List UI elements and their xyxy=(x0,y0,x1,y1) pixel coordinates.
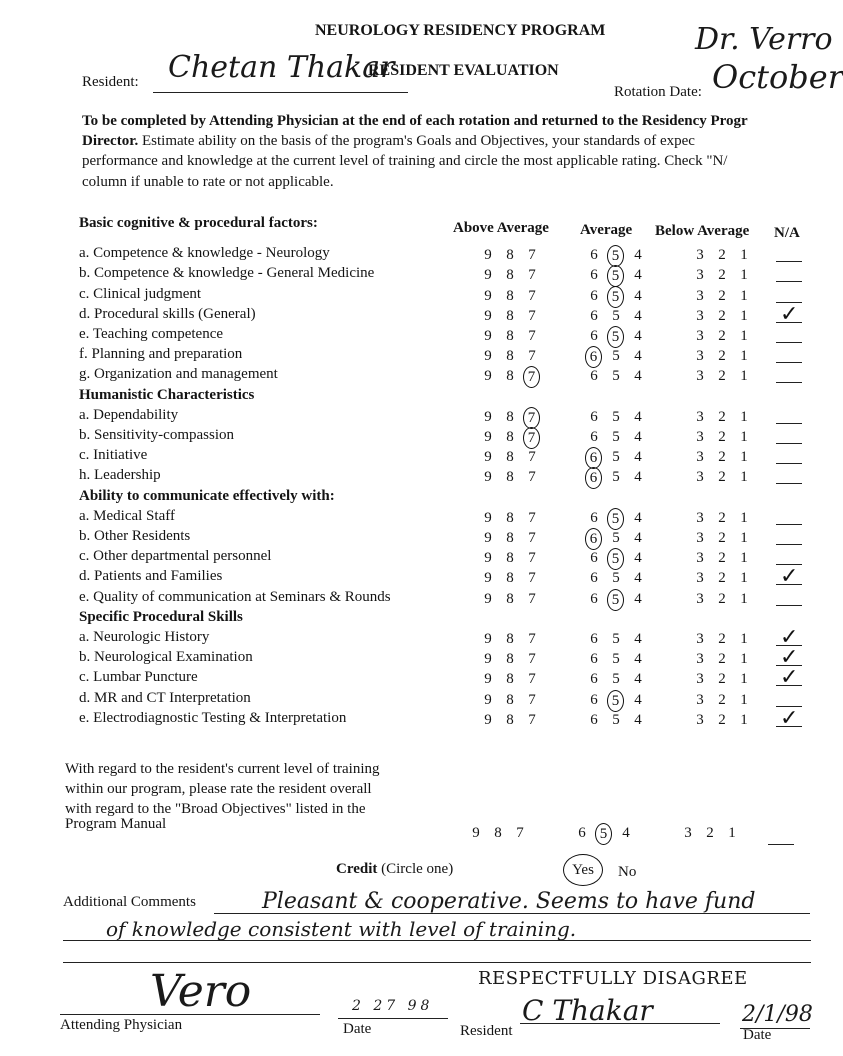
rating-option-2[interactable]: 2 xyxy=(718,509,726,526)
rating-option-1[interactable]: 1 xyxy=(740,711,748,728)
na-blank[interactable] xyxy=(776,483,802,484)
rating-option-3[interactable]: 3 xyxy=(696,307,704,324)
rating-option-4[interactable]: 4 xyxy=(634,550,642,567)
rating-option-3[interactable]: 3 xyxy=(696,631,704,647)
rating-option-3[interactable]: 3 xyxy=(696,287,704,304)
rating-option-9[interactable]: 9 xyxy=(484,651,492,668)
rating-option-4[interactable]: 4 xyxy=(634,671,642,688)
rating-option-2[interactable]: 2 xyxy=(718,287,726,304)
rating-option-8[interactable]: 8 xyxy=(506,509,514,526)
attending-date-label: Date xyxy=(343,1021,372,1037)
rating-option-3[interactable]: 3 xyxy=(696,247,704,264)
rating-option-6[interactable]: 6 xyxy=(590,247,598,264)
rating-option-4[interactable]: 4 xyxy=(634,711,642,728)
comments-rule-2 xyxy=(63,940,811,941)
rating-option-1[interactable]: 1 xyxy=(740,408,748,425)
rating-option-8[interactable]: 8 xyxy=(506,449,514,466)
rating-option-4[interactable]: 4 xyxy=(634,590,642,607)
rating-option-3[interactable]: 3 xyxy=(696,368,704,385)
na-blank[interactable] xyxy=(776,544,802,545)
credit-label: Credit xyxy=(336,861,378,877)
resident-signature-line xyxy=(520,1023,720,1024)
rating-option-1[interactable]: 1 xyxy=(740,287,748,304)
rating-option-4[interactable]: 4 xyxy=(634,530,642,546)
rating-option-9[interactable]: 9 xyxy=(484,287,492,304)
criterion-label: e. Teaching competence xyxy=(79,326,224,342)
criterion-label: f. Planning and preparation xyxy=(79,346,243,363)
rating-option-5[interactable]: 5 xyxy=(612,429,620,445)
rating-option-6[interactable]: 6 xyxy=(590,267,598,284)
rating-option-4[interactable]: 4 xyxy=(634,307,642,324)
rating-option-7[interactable]: 7 xyxy=(528,247,536,264)
overall-text-1: With regard to the resident's current level of training xyxy=(65,761,380,777)
rating-option-7[interactable]: 7 xyxy=(528,267,536,284)
rating-option-4[interactable]: 4 xyxy=(634,368,642,385)
rating-option-5[interactable]: 5 xyxy=(612,307,620,324)
rating-option-2[interactable]: 2 xyxy=(718,348,726,365)
rating-option-7[interactable]: 7 xyxy=(523,427,540,449)
rating-option-2[interactable]: 2 xyxy=(718,590,726,607)
rating-option-2[interactable]: 2 xyxy=(718,469,726,486)
attending-signature-line xyxy=(60,1014,320,1015)
na-blank[interactable] xyxy=(776,362,802,363)
rating-option-1[interactable]: 1 xyxy=(740,651,748,668)
rating-option-1[interactable]: 1 xyxy=(740,570,748,587)
rating-option-9[interactable]: 9 xyxy=(484,267,492,284)
rating-option-8[interactable]: 8 xyxy=(506,267,514,284)
rating-option-7[interactable]: 7 xyxy=(528,449,536,466)
rating-option-9[interactable]: 9 xyxy=(484,530,492,546)
rating-option-2[interactable]: 2 xyxy=(718,691,726,708)
attending-date-field[interactable]: 2 27 98 xyxy=(352,998,434,1014)
rating-option-7[interactable]: 7 xyxy=(528,307,536,324)
rating-option-2[interactable]: 2 xyxy=(718,408,726,425)
rating-option-5[interactable]: 5 xyxy=(607,265,624,287)
rating-option-9[interactable]: 9 xyxy=(484,429,492,445)
rating-option-7[interactable]: 7 xyxy=(528,711,536,728)
rating-option-3[interactable]: 3 xyxy=(696,550,704,567)
rating-option-1[interactable]: 1 xyxy=(740,307,748,324)
rating-option-7[interactable]: 7 xyxy=(528,509,536,526)
rating-option-9[interactable]: 9 xyxy=(484,328,492,344)
na-blank[interactable] xyxy=(776,443,802,444)
rating-option-2[interactable]: 2 xyxy=(718,711,726,728)
rating-option-6[interactable]: 6 xyxy=(590,368,598,385)
overall-rating-option-3[interactable]: 3 xyxy=(684,825,692,841)
na-blank[interactable] xyxy=(776,605,802,606)
resident-signature[interactable]: C Thakar xyxy=(522,994,653,1027)
rating-option-3[interactable]: 3 xyxy=(696,449,704,466)
criterion-label: e. Quality of communication at Seminars & Rounds xyxy=(79,588,391,605)
rating-option-2[interactable]: 2 xyxy=(718,570,726,587)
rating-option-3[interactable]: 3 xyxy=(696,267,704,284)
attending-date-line xyxy=(338,1018,448,1019)
column-average: Average xyxy=(580,222,633,238)
overall-rating-option-1[interactable]: 1 xyxy=(728,825,736,841)
rating-option-9[interactable]: 9 xyxy=(484,570,492,587)
criterion-label: e. Electrodiagnostic Testing & Interpretation xyxy=(79,709,347,726)
attending-label: Attending Physician xyxy=(60,1017,183,1033)
criterion-label: c. Initiative xyxy=(79,447,148,464)
rating-option-1[interactable]: 1 xyxy=(740,328,748,344)
criterion-label: a. Medical Staff xyxy=(79,507,175,524)
rating-option-9[interactable]: 9 xyxy=(484,469,492,486)
rating-option-9[interactable]: 9 xyxy=(484,590,492,607)
rating-option-8[interactable]: 8 xyxy=(506,408,514,425)
rating-option-6[interactable]: 6 xyxy=(585,528,602,550)
rating-option-8[interactable]: 8 xyxy=(506,691,514,708)
rating-option-7[interactable]: 7 xyxy=(528,570,536,587)
overall-text-4: Program Manual xyxy=(65,816,167,832)
rating-option-4[interactable]: 4 xyxy=(634,429,642,445)
rating-option-3[interactable]: 3 xyxy=(696,509,704,526)
instructions-line3: performance and knowledge at the current level of training and circle the most applicable rating. Check "N/ xyxy=(82,153,728,169)
rating-option-9[interactable]: 9 xyxy=(484,691,492,708)
na-check-icon: ✓ xyxy=(780,564,799,590)
rating-option-3[interactable]: 3 xyxy=(696,530,704,546)
resident-date-field[interactable]: 2/1/98 xyxy=(742,1002,813,1027)
rating-option-8[interactable]: 8 xyxy=(506,469,514,486)
section-title: Humanistic Characteristics xyxy=(79,386,255,403)
rating-option-5[interactable]: 5 xyxy=(612,570,620,587)
rating-option-6[interactable]: 6 xyxy=(590,590,598,607)
rating-option-5[interactable]: 5 xyxy=(612,631,620,647)
rating-option-2[interactable]: 2 xyxy=(718,429,726,445)
attending-handwritten-name: Dr. Verro xyxy=(695,22,833,57)
rating-option-5[interactable]: 5 xyxy=(607,508,624,530)
rating-option-1[interactable]: 1 xyxy=(740,671,748,688)
rating-option-9[interactable]: 9 xyxy=(484,368,492,385)
rating-option-7[interactable]: 7 xyxy=(528,287,536,304)
rating-option-8[interactable]: 8 xyxy=(506,247,514,264)
rating-option-8[interactable]: 8 xyxy=(506,671,514,688)
rating-option-1[interactable]: 1 xyxy=(740,429,748,445)
program-title: NEUROLOGY RESIDENCY PROGRAM xyxy=(315,22,606,39)
rating-option-5[interactable]: 5 xyxy=(612,671,620,688)
resident-label: Resident: xyxy=(82,74,139,90)
na-blank[interactable] xyxy=(776,342,802,343)
overall-rating-option-7[interactable]: 7 xyxy=(516,825,524,841)
rating-option-4[interactable]: 4 xyxy=(634,469,642,486)
criterion-label: c. Lumbar Puncture xyxy=(79,669,198,686)
rating-option-6[interactable]: 6 xyxy=(590,651,598,668)
rating-option-7[interactable]: 7 xyxy=(528,469,536,486)
comments-label: Additional Comments xyxy=(63,894,196,910)
overall-rating-option-4[interactable]: 4 xyxy=(622,825,630,841)
rating-option-4[interactable]: 4 xyxy=(634,509,642,526)
na-blank[interactable] xyxy=(776,261,802,262)
rating-option-2[interactable]: 2 xyxy=(718,368,726,385)
section-title: Specific Procedural Skills xyxy=(79,608,243,625)
criterion-label: d. Patients and Families xyxy=(79,568,223,585)
criterion-label: a. Competence & knowledge - Neurology xyxy=(79,245,330,262)
rating-option-8[interactable]: 8 xyxy=(506,570,514,587)
rating-option-9[interactable]: 9 xyxy=(484,550,492,567)
rating-option-1[interactable]: 1 xyxy=(740,509,748,526)
overall-text-2: within our program, please rate the resident overall xyxy=(65,781,372,797)
na-blank[interactable] xyxy=(776,463,802,464)
rating-option-2[interactable]: 2 xyxy=(718,267,726,284)
rating-option-8[interactable]: 8 xyxy=(506,530,514,546)
overall-rating-option-2[interactable]: 2 xyxy=(706,825,714,841)
rating-option-2[interactable]: 2 xyxy=(718,328,726,344)
rating-option-7[interactable]: 7 xyxy=(523,407,540,429)
na-check-icon: ✓ xyxy=(780,645,799,671)
credit-row xyxy=(336,861,453,878)
rating-option-4[interactable]: 4 xyxy=(634,449,642,466)
rating-option-3[interactable]: 3 xyxy=(696,408,704,425)
resident-date-label: Date xyxy=(743,1027,772,1043)
rating-option-5[interactable]: 5 xyxy=(612,408,620,425)
credit-no-option[interactable]: No xyxy=(618,864,637,880)
criterion-label: b. Competence & knowledge - General Medicine xyxy=(79,265,375,282)
column-na: N/A xyxy=(774,225,800,241)
rating-option-6[interactable]: 6 xyxy=(590,429,598,445)
rating-option-7[interactable]: 7 xyxy=(528,550,536,567)
rating-option-8[interactable]: 8 xyxy=(506,631,514,647)
column-above-average: Above Average xyxy=(453,220,549,236)
rating-option-4[interactable]: 4 xyxy=(634,267,642,284)
rating-option-5[interactable]: 5 xyxy=(607,690,624,712)
rating-option-5[interactable]: 5 xyxy=(612,348,620,365)
criterion-label: c. Other departmental personnel xyxy=(79,548,272,565)
rating-option-8[interactable]: 8 xyxy=(506,328,514,344)
criterion-label: a. Neurologic History xyxy=(79,629,210,645)
resident-name-field[interactable]: Chetan Thakar xyxy=(168,50,395,85)
rating-option-3[interactable]: 3 xyxy=(696,469,704,486)
rating-option-6[interactable]: 6 xyxy=(590,631,598,647)
comments-rule-1 xyxy=(214,913,810,914)
na-blank[interactable] xyxy=(776,382,802,383)
rating-option-4[interactable]: 4 xyxy=(634,691,642,708)
comments-line-2[interactable]: of knowledge consistent with level of training. xyxy=(106,917,577,941)
section-title: Ability to communicate effectively with: xyxy=(79,487,335,504)
instructions-line2 xyxy=(82,133,695,150)
instructions-line4: column if unable to rate or not applicable. xyxy=(82,174,334,190)
rating-option-6[interactable]: 6 xyxy=(590,711,598,728)
criterion-label: b. Sensitivity-compassion xyxy=(79,427,234,443)
rating-option-8[interactable]: 8 xyxy=(506,287,514,304)
rating-option-7[interactable]: 7 xyxy=(528,590,536,607)
rating-option-2[interactable]: 2 xyxy=(718,631,726,647)
rating-option-2[interactable]: 2 xyxy=(718,671,726,688)
rating-option-1[interactable]: 1 xyxy=(740,469,748,486)
rating-option-8[interactable]: 8 xyxy=(506,307,514,324)
rating-option-9[interactable]: 9 xyxy=(484,631,492,647)
overall-rating-option-5[interactable]: 5 xyxy=(595,823,612,845)
na-check-icon: ✓ xyxy=(780,301,799,327)
rating-option-4[interactable]: 4 xyxy=(634,651,642,668)
rating-option-8[interactable]: 8 xyxy=(506,651,514,668)
rating-option-9[interactable]: 9 xyxy=(484,671,492,688)
na-check-icon: ✓ xyxy=(780,705,799,731)
rating-option-3[interactable]: 3 xyxy=(696,328,704,344)
rating-option-1[interactable]: 1 xyxy=(740,691,748,708)
rating-option-8[interactable]: 8 xyxy=(506,550,514,567)
overall-rating-option-9[interactable]: 9 xyxy=(472,825,480,841)
rating-option-1[interactable]: 1 xyxy=(740,368,748,385)
criterion-label: h. Leadership xyxy=(79,467,161,484)
criterion-label: d. MR and CT Interpretation xyxy=(79,689,251,706)
rating-option-7[interactable]: 7 xyxy=(528,671,536,688)
credit-hint: (Circle one) xyxy=(381,861,454,877)
rating-option-6[interactable]: 6 xyxy=(590,287,598,304)
rating-option-2[interactable]: 2 xyxy=(718,550,726,567)
rating-option-2[interactable]: 2 xyxy=(718,449,726,466)
rating-option-4[interactable]: 4 xyxy=(634,408,642,425)
criterion-label: d. Procedural skills (General) xyxy=(79,305,256,322)
rating-option-5[interactable]: 5 xyxy=(612,711,620,728)
rating-option-4[interactable]: 4 xyxy=(634,247,642,264)
rating-option-1[interactable]: 1 xyxy=(740,550,748,567)
rating-option-6[interactable]: 6 xyxy=(585,346,602,368)
section-title: Basic cognitive & procedural factors: xyxy=(79,215,318,231)
rating-option-4[interactable]: 4 xyxy=(634,328,642,344)
rating-option-8[interactable]: 8 xyxy=(506,348,514,365)
criterion-label: g. Organization and management xyxy=(79,366,278,383)
overall-na-blank[interactable] xyxy=(768,844,794,845)
rating-option-1[interactable]: 1 xyxy=(740,348,748,365)
comments-line-1[interactable]: Pleasant & cooperative. Seems to have fund xyxy=(262,889,756,914)
rating-option-8[interactable]: 8 xyxy=(506,711,514,728)
na-blank[interactable] xyxy=(776,524,802,525)
form-title: RESIDENT EVALUATION xyxy=(368,62,559,79)
column-below-average: Below Average xyxy=(655,223,750,239)
rating-option-2[interactable]: 2 xyxy=(718,307,726,324)
overall-text-3: with regard to the "Broad Objectives" listed in the xyxy=(65,801,366,817)
rotation-date-field[interactable]: October xyxy=(712,58,843,96)
rating-option-2[interactable]: 2 xyxy=(718,247,726,264)
rating-option-8[interactable]: 8 xyxy=(506,590,514,607)
rating-option-7[interactable]: 7 xyxy=(523,366,540,388)
rating-option-7[interactable]: 7 xyxy=(528,691,536,708)
rating-option-3[interactable]: 3 xyxy=(696,691,704,708)
rating-option-6[interactable]: 6 xyxy=(590,550,598,567)
rating-option-3[interactable]: 3 xyxy=(696,651,704,668)
instructions-line2-text: Estimate ability on the basis of the program's Goals and Objectives, your standards of expec xyxy=(141,133,695,149)
rating-option-6[interactable]: 6 xyxy=(590,509,598,526)
rating-option-1[interactable]: 1 xyxy=(740,449,748,466)
rating-option-7[interactable]: 7 xyxy=(528,530,536,546)
comments-rule-3 xyxy=(63,962,811,963)
rating-option-7[interactable]: 7 xyxy=(528,631,536,647)
rating-option-8[interactable]: 8 xyxy=(506,429,514,445)
rating-option-1[interactable]: 1 xyxy=(740,247,748,264)
rating-option-7[interactable]: 7 xyxy=(528,651,536,668)
rating-option-5[interactable]: 5 xyxy=(607,286,624,308)
rating-option-3[interactable]: 3 xyxy=(696,348,704,365)
rating-option-6[interactable]: 6 xyxy=(590,328,598,344)
rating-option-5[interactable]: 5 xyxy=(612,651,620,668)
rating-option-5[interactable]: 5 xyxy=(607,326,624,348)
rating-option-9[interactable]: 9 xyxy=(484,307,492,324)
rating-option-4[interactable]: 4 xyxy=(634,570,642,587)
rating-option-6[interactable]: 6 xyxy=(590,408,598,425)
rating-option-3[interactable]: 3 xyxy=(696,570,704,587)
rating-option-4[interactable]: 4 xyxy=(634,287,642,304)
criterion-label: b. Neurological Examination xyxy=(79,649,253,666)
resident-name-line xyxy=(153,92,408,93)
rating-option-5[interactable]: 5 xyxy=(607,245,624,267)
criterion-label: b. Other Residents xyxy=(79,528,191,544)
resident-label-footer: Resident xyxy=(460,1023,513,1039)
rating-option-1[interactable]: 1 xyxy=(740,530,748,546)
rating-option-5[interactable]: 5 xyxy=(612,449,620,466)
rating-option-1[interactable]: 1 xyxy=(740,590,748,607)
rating-option-3[interactable]: 3 xyxy=(696,590,704,607)
rating-option-6[interactable]: 6 xyxy=(590,671,598,688)
rating-option-4[interactable]: 4 xyxy=(634,348,642,365)
na-check-icon: ✓ xyxy=(780,625,799,650)
rating-option-1[interactable]: 1 xyxy=(740,631,748,647)
credit-yes-label: Yes xyxy=(572,862,594,878)
rotation-date-label: Rotation Date: xyxy=(614,84,702,100)
criterion-label: a. Dependability xyxy=(79,406,179,423)
na-check-icon: ✓ xyxy=(780,665,799,691)
rating-option-3[interactable]: 3 xyxy=(696,671,704,688)
rating-option-5[interactable]: 5 xyxy=(607,589,624,611)
rating-option-5[interactable]: 5 xyxy=(607,548,624,570)
rating-option-5[interactable]: 5 xyxy=(612,469,620,486)
rating-option-2[interactable]: 2 xyxy=(718,530,726,546)
rating-option-5[interactable]: 5 xyxy=(612,530,620,546)
rating-option-7[interactable]: 7 xyxy=(528,328,536,344)
rating-option-2[interactable]: 2 xyxy=(718,651,726,668)
rating-option-1[interactable]: 1 xyxy=(740,267,748,284)
rating-option-8[interactable]: 8 xyxy=(506,368,514,385)
resident-note: RESPECTFULLY DISAGREE xyxy=(478,968,748,989)
rating-option-3[interactable]: 3 xyxy=(696,711,704,728)
instructions-line1: To be completed by Attending Physician at the end of each rotation and returned to the Residency Progr xyxy=(82,113,748,129)
rating-option-7[interactable]: 7 xyxy=(528,348,536,365)
rating-option-9[interactable]: 9 xyxy=(484,408,492,425)
na-blank[interactable] xyxy=(776,423,802,424)
criterion-label: c. Clinical judgment xyxy=(79,285,202,302)
rating-option-9[interactable]: 9 xyxy=(484,509,492,526)
credit-yes-option[interactable] xyxy=(563,854,603,886)
rating-option-4[interactable]: 4 xyxy=(634,631,642,647)
rating-option-5[interactable]: 5 xyxy=(612,368,620,385)
instructions-director: Director. xyxy=(82,133,139,149)
overall-rating-option-6[interactable]: 6 xyxy=(578,825,586,841)
overall-rating-option-8[interactable]: 8 xyxy=(494,825,502,841)
rating-option-3[interactable]: 3 xyxy=(696,429,704,445)
rating-option-9[interactable]: 9 xyxy=(484,348,492,365)
na-blank[interactable] xyxy=(776,281,802,282)
rating-option-6[interactable]: 6 xyxy=(585,447,602,469)
rating-option-6[interactable]: 6 xyxy=(585,467,602,489)
attending-signature[interactable]: Vero xyxy=(150,966,252,1017)
rating-option-9[interactable]: 9 xyxy=(484,449,492,466)
rating-option-6[interactable]: 6 xyxy=(590,307,598,324)
rating-option-9[interactable]: 9 xyxy=(484,247,492,264)
rating-option-9[interactable]: 9 xyxy=(484,711,492,728)
rating-option-6[interactable]: 6 xyxy=(590,691,598,708)
rating-option-6[interactable]: 6 xyxy=(590,570,598,587)
